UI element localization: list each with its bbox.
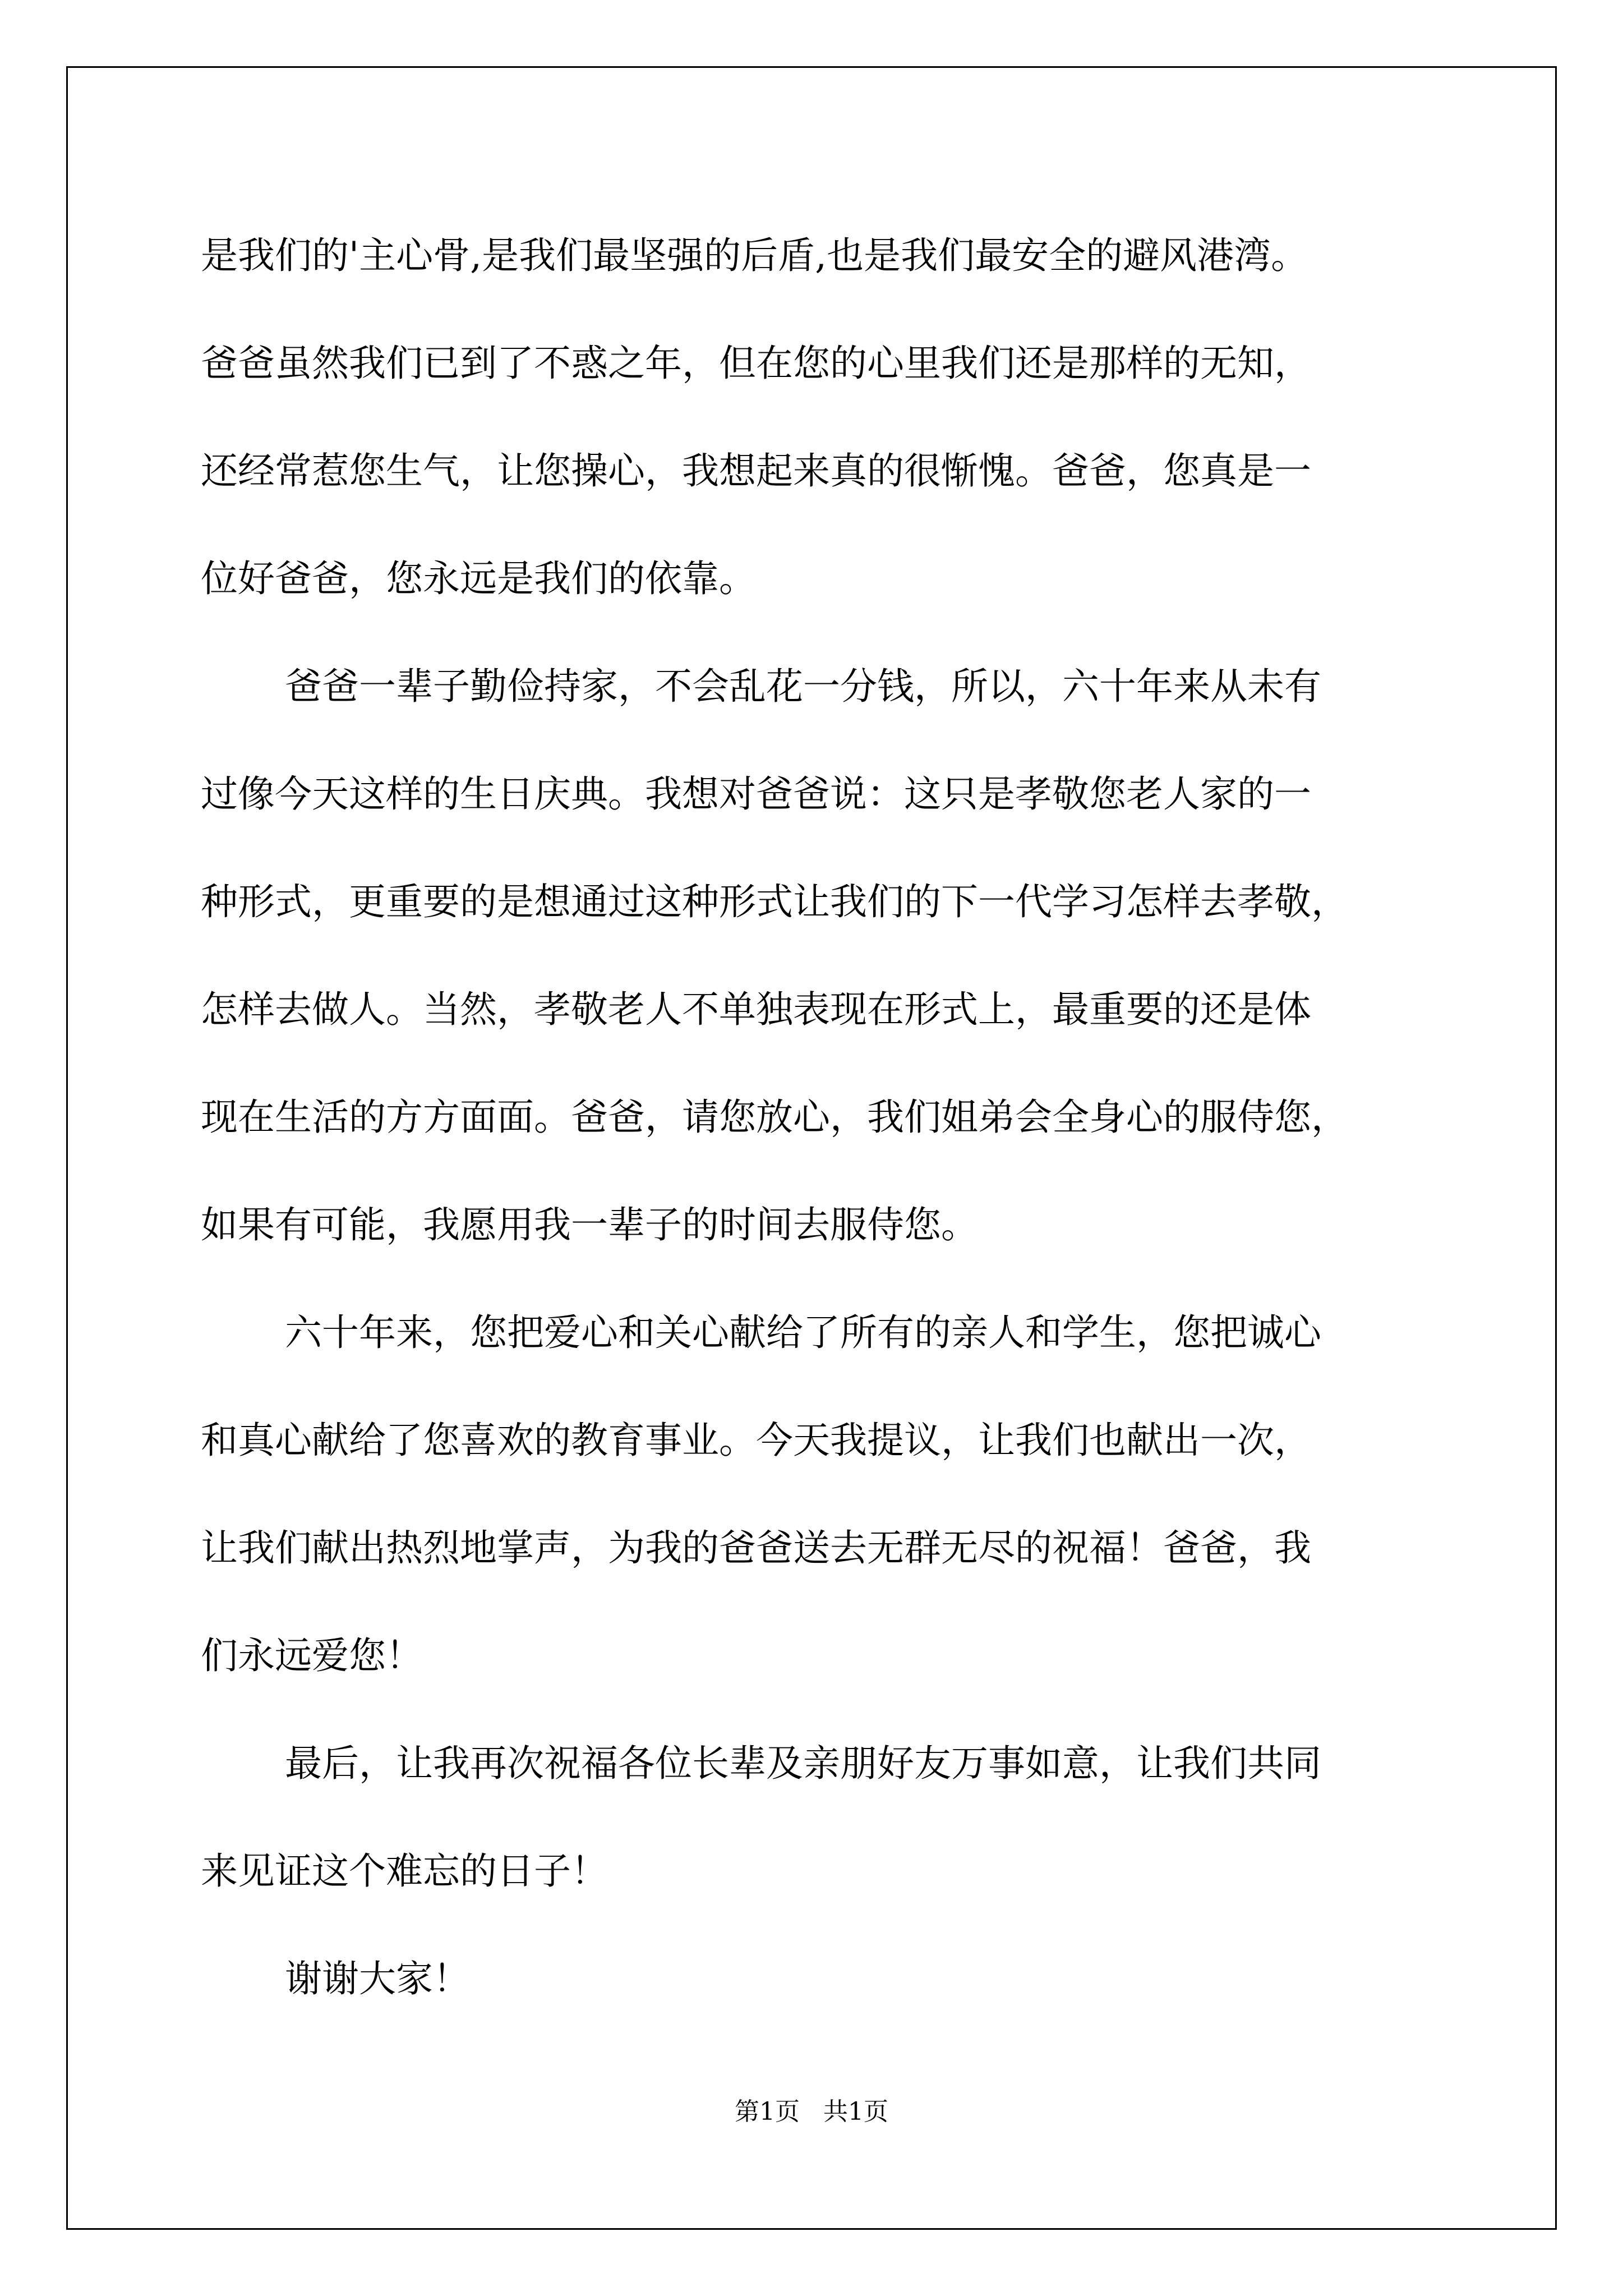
paragraph-start-line: 爸爸一辈子勤俭持家，不会乱花一分钱，所以，六十年来从未有 — [285, 665, 1321, 708]
text-line: 和真心献给了您喜欢的教育事业。今天我提议，让我们也献出一次， — [201, 1419, 1311, 1462]
text-line: 种形式，更重要的是想通过这种形式让我们的下一代学习怎样去孝敬， — [201, 880, 1348, 923]
text-line: 怎样去做人。当然，孝敬老人不单独表现在形式上，最重要的还是体 — [201, 988, 1311, 1031]
text-line: 爸爸虽然我们已到了不惑之年，但在您的心里我们还是那样的无知， — [201, 342, 1311, 385]
text-line: 现在生活的方方面面。爸爸，请您放心，我们姐弟会全身心的服侍您， — [201, 1096, 1348, 1139]
text-line: 还经常惹您生气，让您操心，我想起来真的很惭愧。爸爸，您真是一 — [201, 449, 1311, 493]
page-number-footer: 第1页 共1页 — [735, 2097, 888, 2126]
paragraph-start-line: 最后，让我再次祝福各位长辈及亲朋好友万事如意，让我们共同 — [285, 1742, 1321, 1785]
paragraph-start-line: 六十年来，您把爱心和关心献给了所有的亲人和学生，您把诚心 — [285, 1311, 1321, 1354]
text-line: 是我们的'主心骨,是我们最坚强的后盾,也是我们最安全的避风港湾。 — [201, 234, 1308, 277]
text-line: 让我们献出热烈地掌声，为我的爸爸送去无群无尽的祝福！爸爸，我 — [201, 1526, 1311, 1570]
text-line: 过像今天这样的生日庆典。我想对爸爸说：这只是孝敬您老人家的一 — [201, 772, 1311, 816]
text-line: 来见证这个难忘的日子！ — [201, 1849, 608, 1893]
document-body — [201, 202, 1423, 2033]
text-line: 位好爸爸，您永远是我们的依靠。 — [201, 557, 756, 600]
text-line: 们永远爱您！ — [201, 1634, 423, 1677]
text-line: 如果有可能，我愿用我一辈子的时间去服侍您。 — [201, 1203, 978, 1246]
closing-line: 谢谢大家！ — [285, 1957, 470, 2000]
